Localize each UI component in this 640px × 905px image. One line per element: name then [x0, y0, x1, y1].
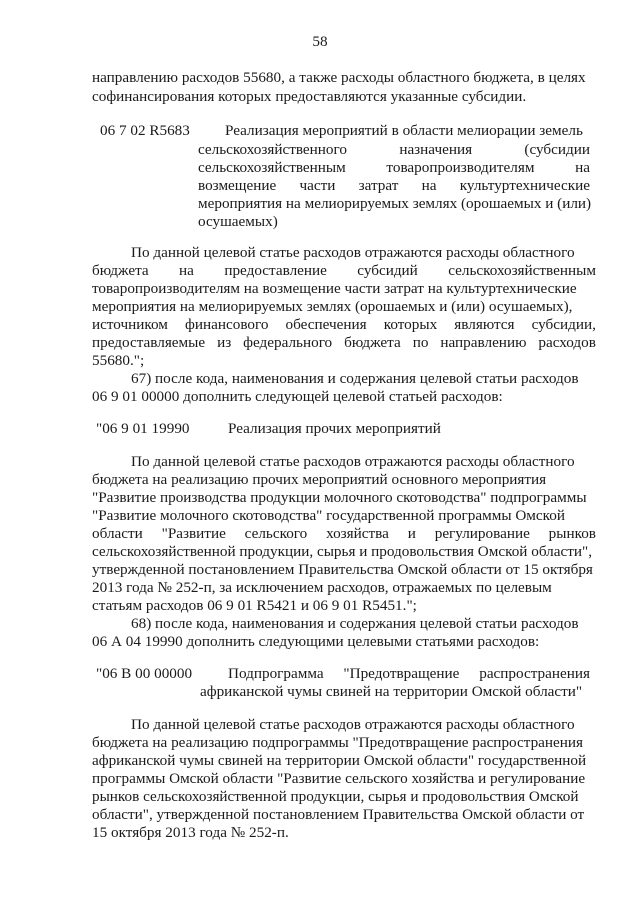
word: сельского [244, 525, 308, 542]
word: которых [383, 316, 438, 333]
text-line [92, 525, 596, 543]
word: предоставление [224, 262, 327, 279]
text-line: 55680."; [92, 352, 145, 369]
word: предоставляемые [92, 334, 206, 351]
entry-title-line [228, 665, 590, 683]
word: источником [92, 316, 168, 333]
word: сельскохозяйственным [198, 159, 346, 176]
text-line: области", утвержденной постановлением Правительства Омской области от [92, 806, 585, 823]
text-line: направлению расходов 55680, а также расходы областного бюджета, в целях [92, 69, 586, 86]
word: рынков [548, 525, 596, 542]
text-line: 2013 года № 252-п, за исключением расходов, отражаемых по целевым [92, 579, 552, 596]
word: направлению [440, 334, 527, 351]
text-line: сельскохозяйственной продукции, сырья и продовольствия Омской области", [92, 543, 592, 560]
word: части [299, 177, 336, 194]
text-line: мероприятия на мелиорируемых землях (орошаемых и (или) осушаемых), [92, 298, 573, 315]
page-number: 58 [312, 33, 328, 50]
budget-code: "06 9 01 19990 [96, 420, 190, 437]
word: назначения [399, 141, 473, 158]
text-line: По данной целевой статье расходов отражаются расходы областного [131, 244, 575, 261]
word: "Развитие [161, 525, 226, 542]
word: расходов [538, 334, 596, 351]
text-line: 68) после кода, наименования и содержания целевой статьи расходов [131, 615, 579, 632]
word: возмещение [198, 177, 277, 194]
text-line: софинансирования которых предоставляются указанные субсидии. [92, 88, 527, 105]
word: субсидии, [531, 316, 596, 333]
entry-title-line: Реализация мероприятий в области мелиорации земель [225, 122, 583, 139]
word: хозяйства [326, 525, 389, 542]
word: бюджета [92, 262, 149, 279]
text-line: По данной целевой статье расходов отражаются расходы областного [131, 716, 575, 733]
entry-title-line [198, 159, 590, 177]
word: субсидий [357, 262, 418, 279]
word: регулирование [434, 525, 530, 542]
text-line: По данной целевой статье расходов отражаются расходы областного [131, 453, 575, 470]
word: из [217, 334, 232, 351]
word: "Предотвращение [343, 665, 460, 682]
word: области [92, 525, 143, 542]
text-line: бюджета на реализацию прочих мероприятий основного мероприятия [92, 471, 547, 488]
text-line [92, 316, 596, 334]
budget-code: 06 7 02 R5683 [100, 122, 190, 139]
entry-title-line: осушаемых) [198, 213, 278, 230]
word: затрат [358, 177, 399, 194]
entry-title-line [198, 141, 590, 159]
text-line: бюджета на реализацию подпрограммы "Предотвращение распространения [92, 734, 584, 751]
text-line: программы Омской области "Развитие сельского хозяйства и регулирование [92, 770, 586, 787]
text-line: товаропроизводителям на возмещение части затрат на культуртехнические [92, 280, 577, 297]
entry-title-line: африканской чумы свиней на территории Омской области" [200, 683, 583, 700]
budget-code: "06 В 00 00000 [96, 665, 193, 682]
word: (субсидии [524, 141, 590, 158]
word: обеспечения [285, 316, 367, 333]
word: финансового [185, 316, 269, 333]
word: распространения [479, 665, 590, 682]
text-line: "Развитие производства продукции молочного скотоводства" подпрограммы [92, 489, 587, 506]
entry-title-line: мероприятия на мелиорируемых землях (орошаемых и (или) [198, 195, 592, 212]
text-line: 15 октября 2013 года № 252-п. [92, 824, 289, 841]
word: на [575, 159, 590, 176]
text-line [92, 262, 596, 280]
word: товаропроизводителям [386, 159, 535, 176]
entry-title-line: Реализация прочих мероприятий [228, 420, 441, 437]
text-line: статьям расходов 06 9 01 R5421 и 06 9 01 R5451."; [92, 597, 417, 614]
word: на [421, 177, 437, 194]
word: на [179, 262, 194, 279]
word: сельскохозяйственного [198, 141, 347, 158]
text-line: 06 А 04 19990 дополнить следующими целевыми статьями расходов: [92, 633, 540, 650]
text-line: 67) после кода, наименования и содержания целевой статьи расходов [131, 370, 579, 387]
word: являются [454, 316, 515, 333]
entry-title-line [198, 177, 590, 195]
word: бюджета [344, 334, 401, 351]
text-line: рынков сельскохозяйственной продукции, сырья и продовольствия Омской [92, 788, 579, 805]
word: по [412, 334, 429, 351]
word: сельскохозяйственным [448, 262, 596, 279]
word: федерального [243, 334, 333, 351]
word: и [407, 525, 416, 542]
text-line: утвержденной постановлением Правительства Омской области от 15 октября [92, 561, 593, 578]
text-line: 06 9 01 00000 дополнить следующей целевой статьей расходов: [92, 388, 503, 405]
word: Подпрограмма [228, 665, 324, 682]
text-line: африканской чумы свиней на территории Омской области" государственной [92, 752, 587, 769]
word: культуртехнические [459, 177, 590, 194]
text-line [92, 334, 596, 352]
text-line: "Развитие молочного скотоводства" государственной программы Омской [92, 507, 565, 524]
